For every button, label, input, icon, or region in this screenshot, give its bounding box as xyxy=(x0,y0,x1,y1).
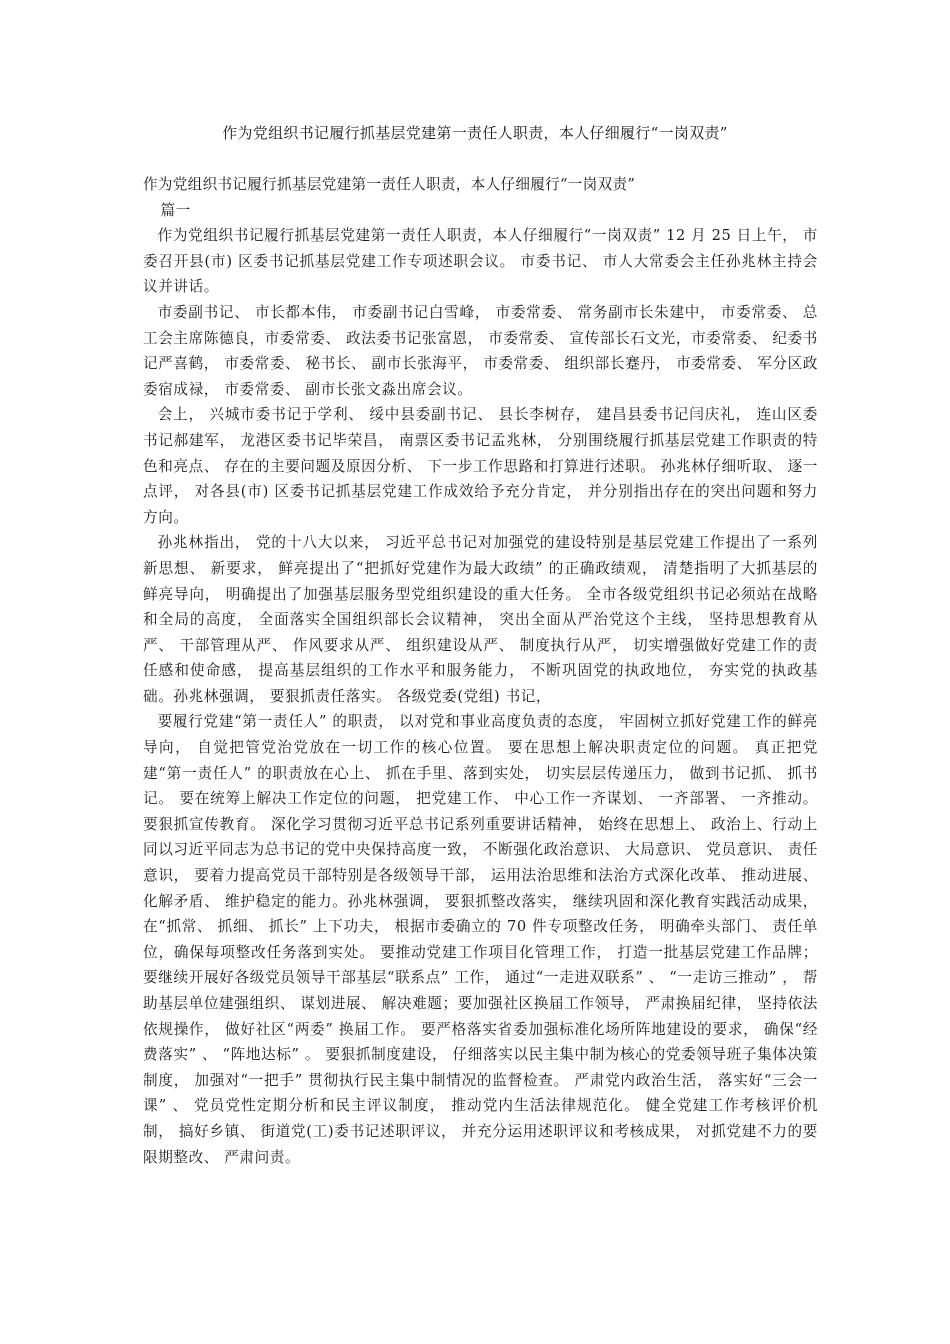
document-body xyxy=(143,172,818,1170)
paragraph-3: 会上， 兴城市委书记于学利、 绥中县委副书记、 县长李树存， 建昌县委书记闫庆礼， 连山区委书记郝建军， 龙港区委书记毕荣昌， 南票区委书记孟兆林， 分别围绕履行抓基层党建工作职责的特色和亮点、 存在的主要问题及原因分析、 下一步工作思路和打算进行述职。 孙兆林仔细听取、 逐一点评， 对各县(市) 区委书记抓基层党建工作成效给予充分肯定， 并分别指出存在的突出问题和努力方向。 xyxy=(143,406,818,526)
paragraph-4: 孙兆林指出， 党的十八大以来， 习近平总书记对加强党的建设特别是基层党建工作提出了一系列新思想、 新要求， 鲜亮提出了“把抓好党建作为最大政绩” 的正确政绩观， 清楚指明了大抓基层的鲜亮导向， 明确提出了加强基层服务型党组织建设的重大任务。 全市各级党组织书记必须站在战略和全局的高度， 全面落实全国组织部长会议精神， 突出全面从严治党这个主线， 坚持思想教育从严、 干部管理从严、 作风要求从严、 组织建设从严、 制度执行从严， 切实增强做好党建工作的责任感和使命感， 提高基层组织的工作水平和服务能力， 不断巩固党的执政地位， 夯实党的执政基础。孙兆林强调， 要狠抓责任落实。 各级党委(党组) 书记， xyxy=(143,534,818,705)
document-subtitle: 作为党组织书记履行抓基层党建第一责任人职责，本人仔细履行“一岗双责” xyxy=(143,176,636,193)
section-label: 篇一 xyxy=(160,201,191,219)
paragraph-1: 作为党组织书记履行抓基层党建第一责任人职责，本人仔细履行“一岗双责” 12 月 25 日上午， 市委召开县(市) 区委书记抓基层党建工作专项述职会议。 市委书记、 市人大常委会主任孙兆林主持会议并讲话。 xyxy=(143,227,818,296)
paragraph-2: 市委副书记、 市长都本伟， 市委副书记白雪峰， 市委常委、 常务副市长朱建中， 市委常委、 总工会主席陈德良，市委常委、 政法委书记张富恩， 市委常委、 宣传部长石文光，市委常委、 纪委书记严喜鹤， 市委常委、 秘书长、 副市长张海平， 市委常委、 组织部长蹇丹， 市委常委、 军分区政委宿成禄， 市委常委、 副市长张文淼出席会议。 xyxy=(143,303,818,398)
paragraph-5: 要履行党建“第一责任人” 的职责， 以对党和事业高度负责的态度， 牢固树立抓好党建工作的鲜亮导向， 自觉把管党治党放在一切工作的核心位置。 要在思想上解决职责定位的问题。 真正把党建“第一责任人” 的职责放在心上、 抓在手里、落到实处， 切实层层传递压力， 做到书记抓、 抓书记。 要在统筹上解决工作定位的问题， 把党建工作、 中心工作一齐谋划、 一齐部署、 一齐推动。 要狠抓宣传教育。 深化学习贯彻习近平总书记系列重要讲话精神， 始终在思想上、 政治上、行动上同以习近平同志为总书记的党中央保持高度一致， 不断强化政治意识、 大局意识、 党员意识、 责任意识， 要着力提高党员干部特别是各级领导干部， 运用法治思维和法治方式深化改革、 推动进展、 化解矛盾、 维护稳定的能力。孙兆林强调， 要狠抓整改落实， 继续巩固和深化教育实践活动成果， 在“抓常、 抓细、 抓长” 上下功夫， 根据市委确立的 70 件专项整改任务， 明确牵头部门、 责任单位，确保每项整改任务落到实处。 要推动党建工作项目化管理工作， 打造一批基层党建工作品牌；要继续开展好各级党员领导干部基层“联系点” 工作， 通过“一走进双联系” 、 “一走访三推动” ， 帮助基层单位建强组织、 谋划进展、 解决难题；要加强社区换届工作领导， 严肃换届纪律， 坚持依法依规操作， 做好社区“两委” 换届工作。 要严格落实省委加强标准化场所阵地建设的要求， 确保“经费落实” 、 “阵地达标” 。 要狠抓制度建设， 仔细落实以民主集中制为核心的党委领导班子集体决策制度， 加强对“一把手” 贯彻执行民主集中制情况的监督检查。 严肃党内政治生活， 落实好“三会一课” 、 党员党性定期分析和民主评议制度， 推动党内生活法律规范化。 健全党建工作考核评价机制， 搞好乡镇、 街道党(工)委书记述职评议， 并充分运用述职评议和考核成果， 对抓党建不力的要限期整改、 严肃问责。 xyxy=(143,713,818,1166)
document-title: 作为党组织书记履行抓基层党建第一责任人职责，本人仔细履行“一岗双责” xyxy=(222,124,728,142)
